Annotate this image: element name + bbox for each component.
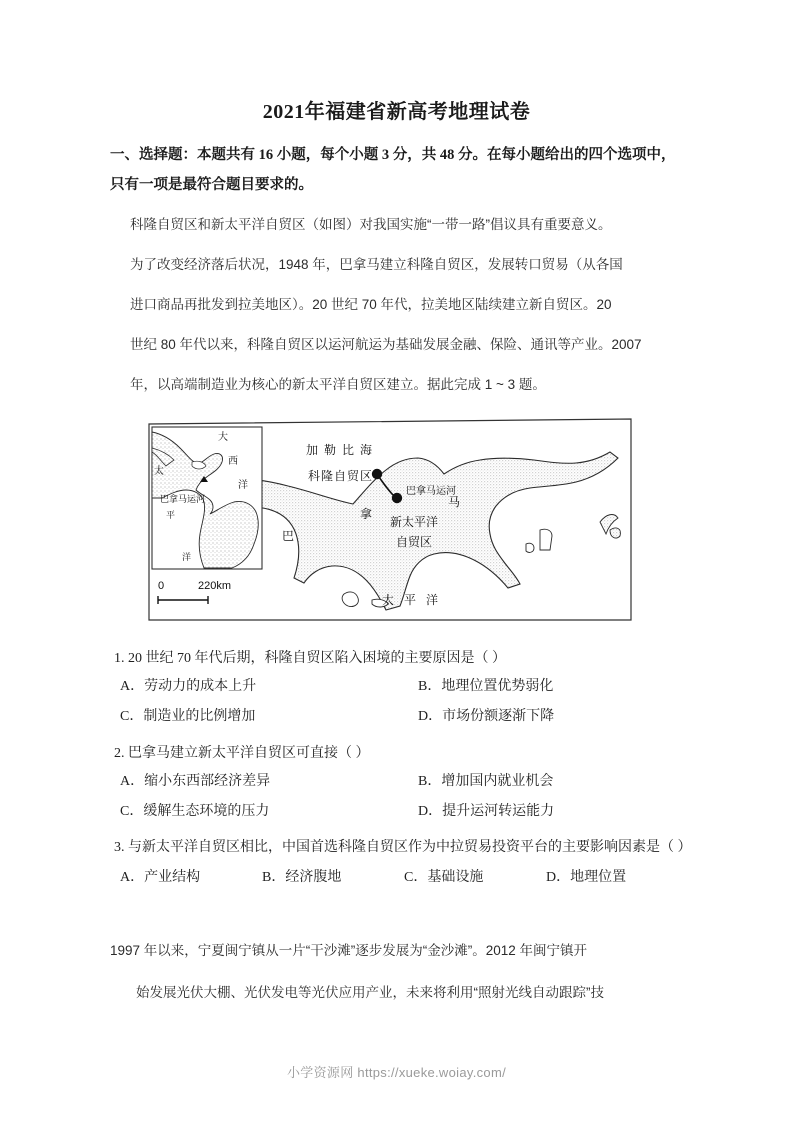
question-3-options-row-1 <box>114 863 688 893</box>
passage1-line-3: 进口商品再批发到拉美地区）。20 世纪 70 年代，拉美地区陆续建立新自贸区。20 <box>130 297 612 312</box>
question-1 <box>114 646 688 732</box>
map-label-panama-canal: 巴拿马运河 <box>406 486 456 497</box>
passage1-line-4: 世纪 80 年代以来，科隆自贸区以运河航运为基础发展金融、保险、通讯等产业。2007 <box>130 337 642 352</box>
inset-label-pacific-2: 平 <box>166 510 176 520</box>
inset-label-atlantic-2: 西 <box>228 456 238 467</box>
question-3-stem: 3. 与新太平洋自贸区相比，中国首选科隆自贸区作为中拉贸易投资平台的主要影响因素是（ ） <box>114 840 692 855</box>
passage2-line-1: 1997 年以来，宁夏闽宁镇从一片“干沙滩”逐步发展为“金沙滩”。2012 年闽宁镇开 <box>110 943 588 958</box>
inset-label-atlantic-3: 洋 <box>238 480 248 491</box>
passage-colon-ftz <box>130 205 690 405</box>
passage-minning-town <box>110 930 690 1014</box>
question-2 <box>114 741 688 827</box>
question-1-option-b[interactable]: B．地理位置优势弱化 <box>418 679 554 694</box>
section-heading <box>110 140 688 200</box>
section-heading-line-1: 一、选择题：本题共有 16 小题，每个小题 3 分，共 48 分。在每小题给出的四个选项中， <box>110 147 676 163</box>
map-label-caribbean-sea: 加勒比海 <box>306 443 379 457</box>
question-1-stem: 1. 20 世纪 70 年代后期，科隆自贸区陷入困境的主要原因是（ ） <box>114 651 506 666</box>
footer-watermark: 小学资源网 https://xueke.woiay.com/ <box>287 1065 506 1080</box>
inset-label-panama-canal: 巴拿马运河 <box>160 494 206 504</box>
map-label-new-pacific-ftz-1: 新太平洋 <box>390 515 439 529</box>
question-1-option-c[interactable]: C．制造业的比例增加 <box>120 709 256 724</box>
question-1-option-a[interactable]: A．劳动力的成本上升 <box>120 679 257 694</box>
question-3-option-d[interactable]: D．地理位置 <box>546 870 627 885</box>
question-3 <box>114 833 692 893</box>
question-2-option-b[interactable]: B．增加国内就业机会 <box>418 774 554 789</box>
question-3-option-b[interactable]: B．经济腹地 <box>262 870 342 885</box>
map-label-new-pacific-ftz-2: 自贸区 <box>396 535 433 549</box>
map-figure-panama <box>148 418 632 621</box>
question-1-option-d[interactable]: D．市场份额逐渐下降 <box>418 709 555 724</box>
map-label-pacific-ocean: 太平洋 <box>382 593 449 607</box>
section-heading-line-2: 只有一项是最符合题目要求的。 <box>110 177 313 193</box>
question-2-option-d[interactable]: D．提升运河转运能力 <box>418 804 555 819</box>
inset-label-pacific-1: 太 <box>154 466 164 477</box>
inset-label-pacific-3: 洋 <box>182 552 192 562</box>
question-3-option-a[interactable]: A．产业结构 <box>120 870 201 885</box>
passage1-line-2: 为了改变经济落后状况，1948 年，巴拿马建立科隆自贸区，发展转口贸易（从各国 <box>130 257 623 272</box>
map-label-country-ba: 巴 <box>282 529 295 543</box>
question-2-option-a[interactable]: A．缩小东西部经济差异 <box>120 774 271 789</box>
question-2-option-c[interactable]: C．缓解生态环境的压力 <box>120 804 270 819</box>
passage1-line-5: 年，以高端制造业为核心的新太平洋自贸区建立。据此完成 1 ~ 3 题。 <box>130 377 546 392</box>
map-label-country-na: 拿 <box>360 507 373 521</box>
page-title: 2021年福建省新高考地理试卷 <box>262 101 531 123</box>
question-1-options-row-2 <box>114 702 688 732</box>
passage2-line-2: 始发展光伏大棚、光伏发电等光伏应用产业，未来将利用“照射光线自动跟踪”技 <box>136 985 604 1000</box>
question-2-stem: 2. 巴拿马建立新太平洋自贸区可直接（ ） <box>114 746 370 761</box>
question-3-option-c[interactable]: C．基础设施 <box>404 870 484 885</box>
map-marker-new-pacific <box>392 493 402 503</box>
passage1-line-1: 科隆自贸区和新太平洋自贸区（如图）对我国实施“一带一路”倡议具有重要意义。 <box>130 217 612 232</box>
map-label-country-ma: 马 <box>448 495 461 509</box>
inset-label-atlantic-1: 大 <box>218 432 228 443</box>
question-2-options-row-2 <box>114 797 688 827</box>
map-inset <box>152 427 262 569</box>
question-2-options-row-1 <box>114 767 688 797</box>
scale-label-value: 220km <box>198 580 232 592</box>
map-label-colon-ftz: 科隆自贸区 <box>308 469 374 483</box>
question-1-options-row-1 <box>114 672 688 702</box>
scale-label-zero: 0 <box>158 580 165 592</box>
map-marker-colon <box>372 469 382 479</box>
